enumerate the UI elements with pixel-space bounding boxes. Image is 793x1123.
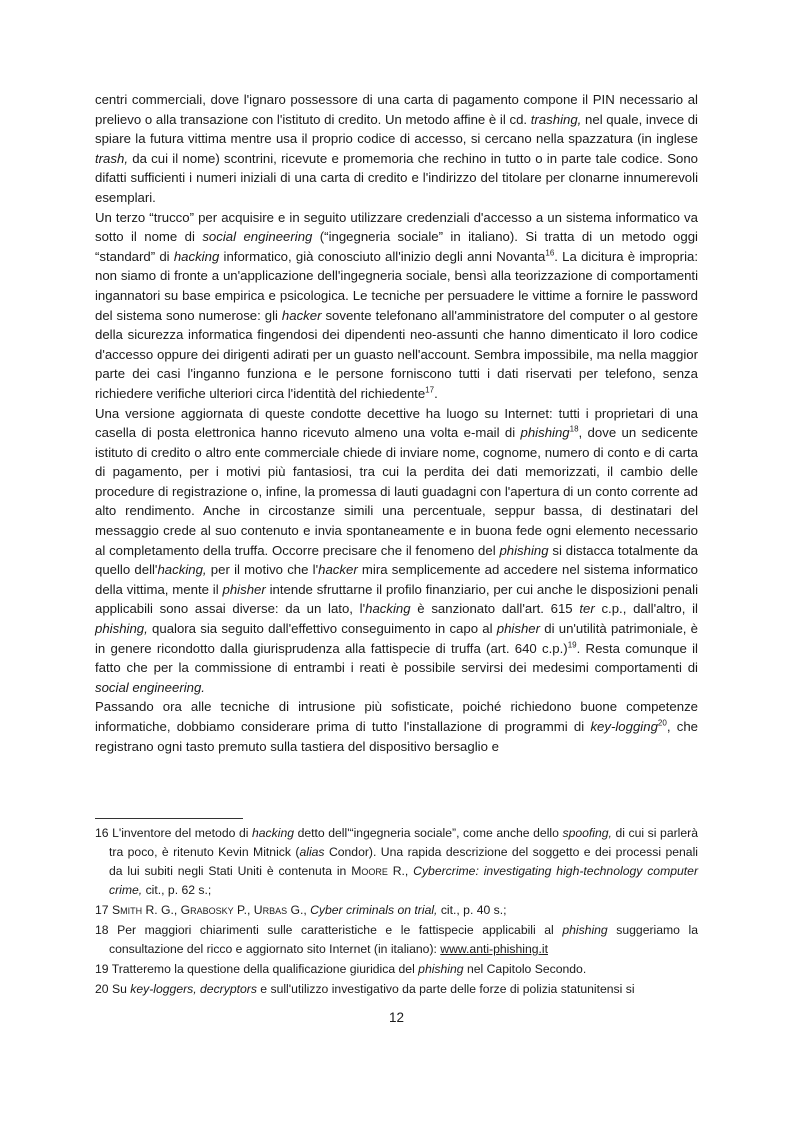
paragraph-card-fraud bbox=[95, 90, 698, 208]
text-run: si distacca totalmente da quello dell' bbox=[95, 542, 698, 578]
text-run: 17 bbox=[95, 903, 112, 917]
author-name: Smith R. G., Grabosky P., Urbas G., bbox=[111, 903, 307, 917]
italic-term: alias bbox=[299, 845, 325, 859]
italic-term: key-logging bbox=[590, 719, 658, 734]
text-run: Una versione aggiornata di queste condotte decettive ha luogo su Internet: tutti i proprietari di una casella di posta elettronica hanno ricevuto almeno una volta e-mail di bbox=[95, 405, 698, 441]
italic-term: hacker bbox=[281, 307, 322, 323]
footnote-ref: 16 bbox=[545, 248, 555, 258]
italic-term: social engineering. bbox=[95, 679, 205, 695]
footnotes bbox=[95, 824, 698, 1000]
italic-term: Cyber criminals on trial, bbox=[310, 903, 438, 917]
text-run: cit., p. 40 s.; bbox=[437, 903, 507, 917]
italic-term: phishing, bbox=[95, 621, 148, 637]
footnote-17 bbox=[95, 901, 698, 920]
text-run: sovente telefonano all'amministratore del computer o al gestore della sicurezza informatica fingendosi dei dipendenti neo-assunti che hanno dimenticato il loro codice d'accesso oppure dei dirigenti adirati per un guasto nell'account. Sembra impossibile, ma nella maggior parte dei casi l'inganno funziona e le persone forniscono tutti i dati riservati per telefono, senza richiedere verifiche ulteriori circa l'identità del richiedente bbox=[95, 307, 698, 401]
text-run: 16 L'inventore del metodo di bbox=[95, 826, 252, 840]
footnote-ref: 19 bbox=[567, 640, 577, 650]
italic-term: phishing bbox=[418, 962, 464, 976]
footnote-ref: 20 bbox=[657, 718, 667, 728]
text-run: 20 Su bbox=[95, 982, 131, 996]
italic-term: trash, bbox=[95, 150, 128, 166]
paragraph-phishing bbox=[95, 404, 698, 698]
text-run: Condor). Una rapida descrizione del soggetto e dei processi penali da lui subiti negli Stati Uniti è contenuta in bbox=[109, 845, 698, 878]
text-run: Un terzo “trucco” per acquisire e in seguito utilizzare credenziali d'accesso a un sistema informatico va sotto il nome di bbox=[95, 209, 698, 245]
italic-term: ter bbox=[579, 601, 595, 617]
text-run: (“ingegneria sociale” in italiano). Si tratta di un metodo oggi “standard” di bbox=[95, 229, 698, 264]
italic-term: phishing bbox=[520, 425, 570, 441]
text-run: mira semplicemente ad accedere nel sistema informatico della vittima, mente il bbox=[95, 562, 698, 597]
italic-term: hacking bbox=[173, 248, 220, 264]
italic-term: phisher bbox=[222, 581, 266, 597]
footnote-19 bbox=[95, 960, 698, 979]
footnote-ref: 17 bbox=[425, 385, 435, 395]
text-run: c.p., dall'altro, il bbox=[594, 601, 698, 617]
body-text bbox=[95, 90, 698, 756]
text-run: da cui il nome) scontrini, ricevute e promemoria che rechino in tutto o in parte tale codice. Sono difatti sufficienti i numeri iniziali di una carta di credito e l'indirizzo del titolare per clonarne innumerevoli esemplari. bbox=[95, 150, 698, 205]
footnote-separator bbox=[95, 818, 243, 819]
text-run: di cui si parlerà tra poco, è ritenuto Kevin Mitnick ( bbox=[109, 826, 698, 859]
footnote-ref: 18 bbox=[569, 424, 579, 434]
italic-term: Cybercrime: investigating high-technology computer crime, bbox=[109, 864, 699, 897]
text-run: . bbox=[434, 385, 438, 401]
text-run: 19 Tratteremo la questione della qualificazione giuridica del bbox=[95, 962, 419, 976]
text-run: , che registrano ogni tasto premuto sulla tastiera del dispositivo bersaglio e bbox=[95, 719, 699, 754]
text-run: centri commerciali, dove l'ignaro possessore di una carta di pagamento compone il PIN necessario al prelievo o alla transazione con l'istituto di credito. Un metodo affine è il cd. bbox=[95, 92, 698, 127]
italic-term: key-loggers, decryptors bbox=[130, 982, 257, 996]
italic-term: phishing bbox=[499, 542, 549, 558]
italic-term: social engineering bbox=[202, 229, 313, 245]
website-link[interactable]: www.anti-phishing.it bbox=[440, 942, 549, 956]
paragraph-key-logging bbox=[95, 697, 698, 756]
italic-term: hacking, bbox=[157, 562, 207, 578]
text-run: Passando ora alle tecniche di intrusione più sofisticate, poiché richiedono buone competenze informatiche, dobbiamo considerare prima di tutto l'installazione di programmi di bbox=[95, 699, 698, 734]
italic-term: phishing bbox=[562, 923, 608, 937]
text-run: cit., p. 62 s.; bbox=[142, 883, 212, 897]
text-run: e sull'utilizzo investigativo da parte delle forze di polizia statunitensi si bbox=[256, 982, 635, 996]
text-run: detto dell'“ingegneria sociale”, come anche dello bbox=[294, 826, 563, 840]
text-run: è sanzionato dall'art. 615 bbox=[410, 601, 580, 617]
text-run: . Resta comunque il fatto che per la commissione di entrambi i reati è possibile servirsi dei medesimi comportamenti di bbox=[95, 640, 698, 676]
footnote-16 bbox=[95, 824, 698, 900]
text-run: suggeriamo la consultazione del ricco e aggiornato sito Internet (in italiano): bbox=[109, 923, 698, 956]
italic-term: hacking bbox=[252, 826, 295, 840]
text-run: 18 Per maggiori chiarimenti sulle caratteristiche e le fattispecie applicabili al bbox=[95, 923, 563, 937]
italic-term: trashing, bbox=[530, 111, 582, 127]
page-number: 12 bbox=[388, 1010, 405, 1025]
text-run: . La dicitura è impropria: non siamo di fronte a un'applicazione dell'ingegneria sociale, bensì alla teorizzazione di comportamenti ingannatori su base empirica e psicologica. Le tecniche per persuadere le vittime a fornire le password del sistema sono numerose: gli bbox=[95, 248, 698, 323]
italic-term: hacker bbox=[318, 562, 358, 578]
text-run: di un'utilità patrimoniale, è in genere ricondotto dalla giurisprudenza alla fattispecie di truffa (art. 640 c.p.) bbox=[95, 621, 699, 656]
author-name: Moore R., bbox=[351, 864, 409, 878]
italic-term: hacking bbox=[365, 601, 411, 617]
text-run: intende sfruttarne il profilo finanziario, per cui anche le disposizioni penali applicabili sono assai diverse: da un lato, l' bbox=[95, 581, 698, 617]
italic-term: spoofing, bbox=[562, 826, 612, 840]
text-run: per il motivo che l' bbox=[206, 562, 319, 578]
footnote-20 bbox=[95, 980, 698, 999]
text-run: informatico, già conosciuto all'inizio degli anni Novanta bbox=[219, 248, 546, 264]
italic-term: phisher bbox=[496, 621, 541, 637]
footnote-18 bbox=[95, 921, 698, 959]
text-run: qualora sia seguito dall'effettivo conseguimento in capo al bbox=[147, 621, 497, 637]
text-run: nel Capitolo Secondo. bbox=[463, 962, 587, 976]
text-run: nel quale, invece di spiare la futura vittima mentre usa il proprio codice di accesso, si cercano nella spazzatura (in inglese bbox=[95, 111, 698, 147]
text-run: , dove un sedicente istituto di credito o altro ente commerciale chiede di inviare nome, cognome, numero di conto e di carta di pagamento, per i motivi più fantasiosi, tra cui la perdita dei dati memorizzati, il cambio delle procedure di registrazione o, infine, la promessa di lauti guadagni con l'apertura di un conto corrente ad alto rendimento. Anche in circostanze simili una percentuale, seppur bassa, di destinatari del messaggio crede al suo contenuto e invia spontaneamente e in buona fede ogni elemento necessario al completamento della truffa. Occorre precisare che il fenomeno del bbox=[95, 425, 698, 558]
paragraph-social-engineering bbox=[95, 208, 698, 404]
